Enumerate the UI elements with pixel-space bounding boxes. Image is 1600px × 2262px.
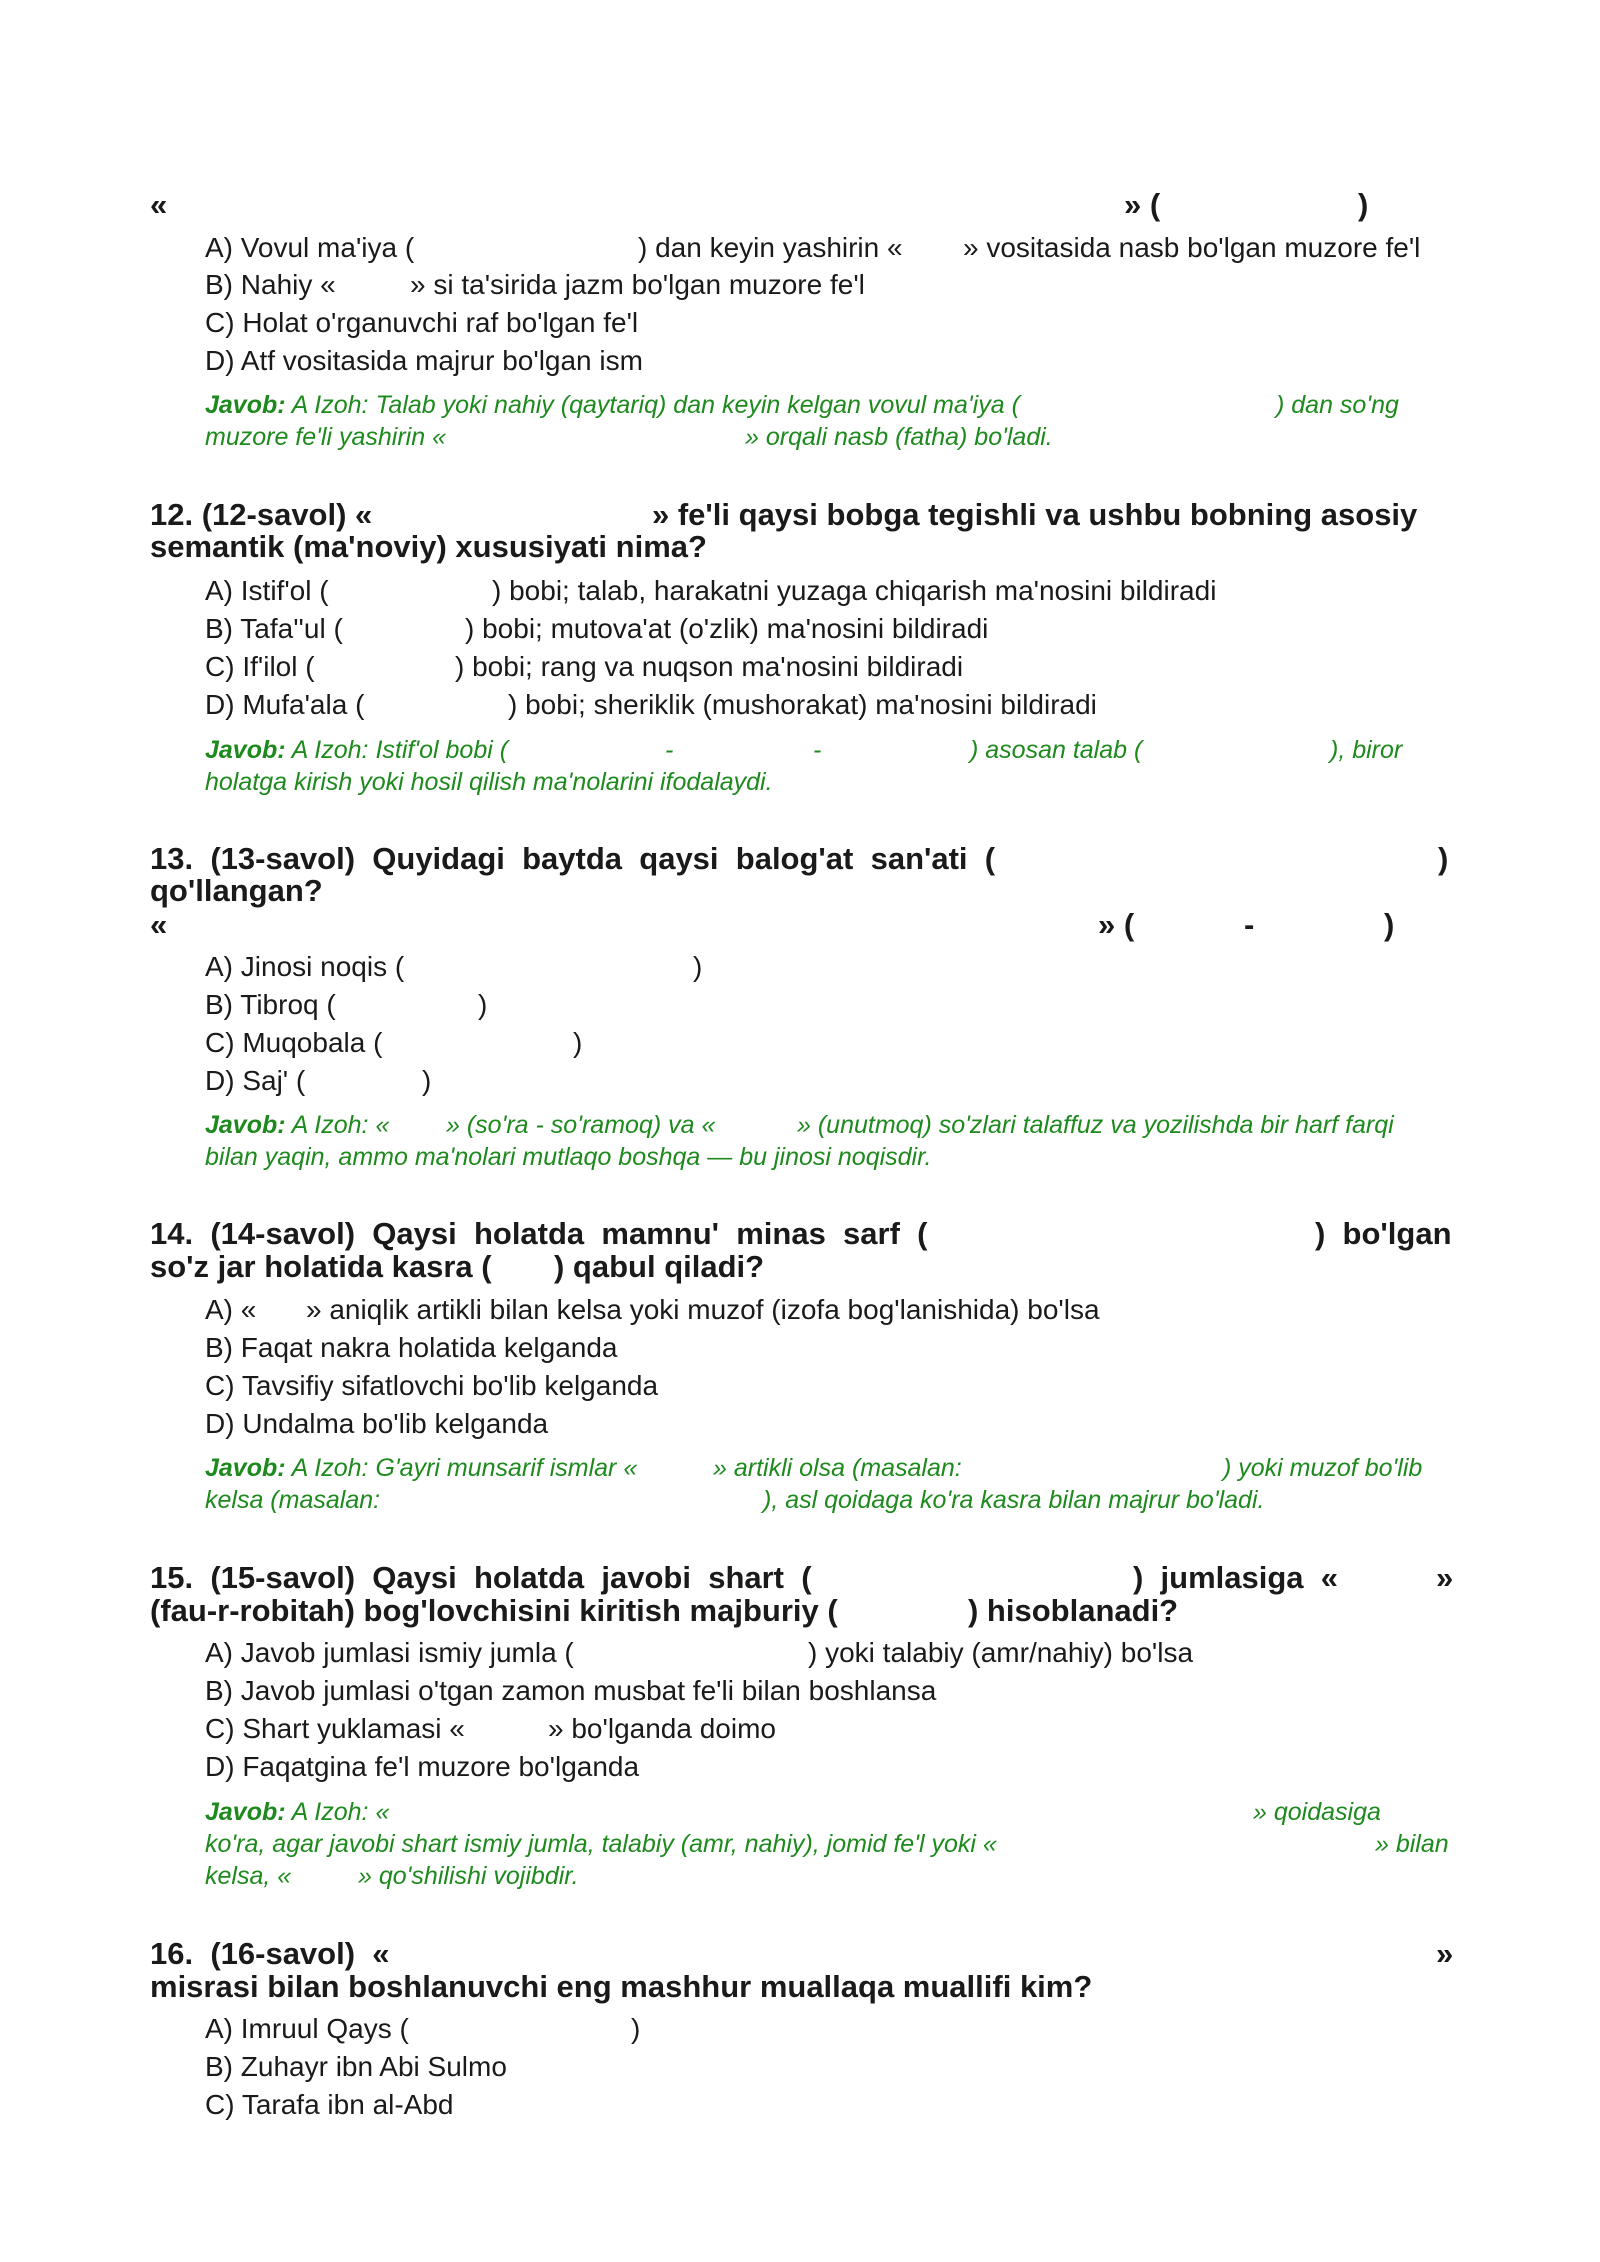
answer-label: Javob: bbox=[205, 1798, 286, 1826]
stem-end-paren: ) bbox=[1358, 187, 1369, 222]
stem-close-quote: » ( bbox=[1124, 187, 1161, 222]
stem-open-quote: « bbox=[150, 187, 168, 222]
answer-label: Javob: bbox=[205, 736, 286, 764]
answer-label: Javob: bbox=[205, 391, 286, 419]
answer-label: Javob: bbox=[205, 1111, 286, 1139]
answer-label: Javob: bbox=[205, 1454, 286, 1482]
